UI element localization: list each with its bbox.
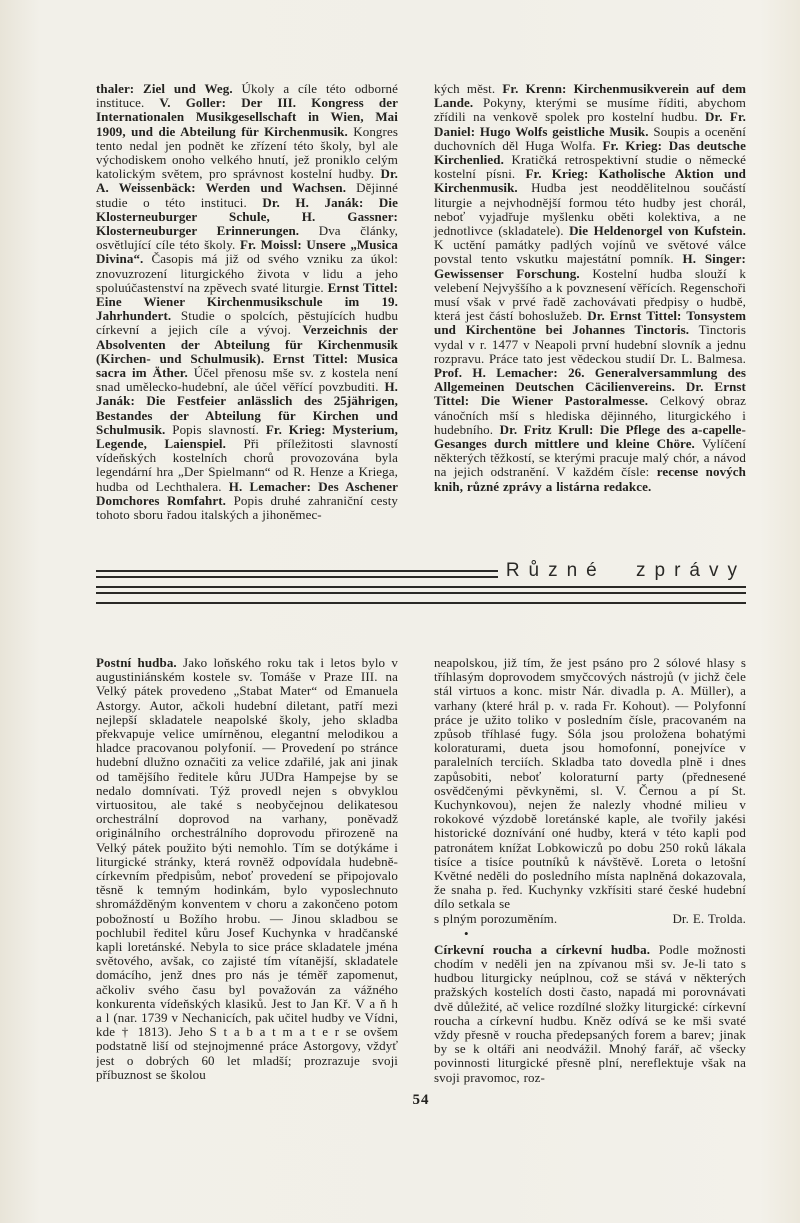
- bullet-separator-icon: •: [464, 925, 469, 941]
- divider-full-single-rule: [96, 602, 746, 604]
- divider-heading-row: [96, 560, 746, 582]
- news-paragraph-1: neapolskou, již tím, že jest psáno pro 2 sólové hlasy s tříhlasým doprovodem smyčcových nástrojů (v jichž čele stál virtuos a konc. mistr Nár. divadla p. A. Müller), a varhany (které hrál p. v. rada Fr. Kohout). — Polyfonní práce je užito toliko v posledním čísle, pracovaném na způsob tříhlasé fugy. Sóla jsou proložena bohatými koloraturami, dueta jsou homofonní, ponejvíce v paralelních terciích. Skladba tato dovedla plně i dnes zapůsobiti, neboť koloraturní party (přednesené osvědčenými pěvkyněmi, sl. V. Černou a pí St. Kuchynkovou), nejen že nalezly vhodné milieu v rokokové výzdobě loretánské kaple, ale tvořily jakési historické doznívání oné hudby, která v této kapli pod patronátem knížat Lobkowiczů po dobu 250 roků lákala tisíce a tisíce poutníků k návštěvě. Loreta o letošní Květné neděli do posledního místa naplněná dokazovala, že snaha p. řed. Kuchynky vzkřísiti staré české hudební dílo setkala se: [434, 656, 746, 912]
- page-number: 54: [412, 1092, 430, 1108]
- closing-text: s plným porozuměním.: [434, 910, 558, 926]
- news-right-column: [434, 656, 746, 1085]
- rule-line: [96, 586, 746, 588]
- rule-line: [96, 602, 746, 604]
- divider-left-double-rule: [96, 570, 498, 578]
- news-left-column: Postní hudba. Jako loňského roku tak i letos bylo v augustiniánském kostele sv. Tomáše v Praze III. na Velký pátek provedeno „Stabat Mater“ od Emanuela Astorgy. Autor, ačkoli hudební diletant, patří mezi nejlepší skladatele neapolské školy, jeho skladba překvapuje velice umírněnou, elegantní melodikou a hladce pracovanou polyfonií. — Provedení po stránce hudební dlužno označiti za velice zdařilé, jak ani jinak od tamějšího ředitele kůru JUDra Hampejse by se nedalo domnívati. Týž provedl nejen s obvyklou virtuositou, ale také s neobyčejnou delikatesou orchestrální doprovod na varhany, poněvadž originálního orchestrálního doprovodu přirozeně na Velký pátek použito býti nemohlo. Tím se dotýkáme i liturgické stránky, která rovněž odpovídala hudebně-církevním předpisům, neboť provedení se připojovalo těsně k temným hodinkám, bylo vyposlechnuto shromážděným konventem v choru a zakončeno potom pobožností u Božího hrobu. — Jinou skladbou se pochlubil ředitel kůru Josef Kuchynka v hradčanské kapli loretánské. Nebyla to sice práce skladatele jména světového, avšak, co zajisté tím vítanější, skladatele domácího, jenž dnes pro nás je téměř zapomenut, ačkoliv svého času byl považován za vážného konkurenta vídeňských klasiků. Jest to Jan Kř. V a ň h a l (nar. 1739 v Nechanicích, pak učitel hudby ve Vídni, kde † 1813). Jeho S t a b a t m a t e r se ovšem podstatně liší od stejnojmenné práce Astorgovy, vždyť jest o dobrých 60 let mladší; prozrazuje svoji příbuznost se školou: [96, 656, 398, 1082]
- divider-full-double-rule: [96, 586, 746, 594]
- top-section: [96, 82, 746, 522]
- top-right-column: kých měst. Fr. Krenn: Kirchenmusikverein auf dem Lande. Pokyny, kterými se musíme říditi, abychom zřídili na venkově spolek pro kostelní hudbu. Dr. Fr. Daniel: Hugo Wolfs geistliche Musik. Soupis a ocenění duchovních děl Huga Wolfa. Fr. Krieg: Das deutsche Kirchenlied. Kratičká retrospektivní studie o německé kostelní písni. Fr. Krieg: Katholische Aktion und Kirchenmusik. Hudba jest neoddělitelnou součástí liturgie a nejvhodnější formou této hudby jest chorál, neboť vyjadřuje myšlenku oběti kolektiva, a ne jednotlivce (skladatele). Die Heldenorgel von Kufstein. K uctění památky padlých vojínů ve světové válce povstal tento vskutku majestátní pomník. H. Singer: Gewissenser Forschung. Kostelní hudba slouží k velebení Nejvyššího a k povznesení věřících. Regenschoři musí však v prvé řadě zachovávati předpisy o hudbě, která jest částí bohoslužeb. Dr. Ernst Tittel: Tonsystem und Kirchentöne bei Johannes Tinctoris. Tinctoris vydal v r. 1477 v Neapoli první hudební slovník a jednu rozpravu. Práce tato jest vědeckou studií Dr. L. Balmesa. Prof. H. Lemacher: 26. Generalversammlung des Allgemeinen Deutschen Cäcilienvereins. Dr. Ernst Tittel: Die Wiener Pastoralmesse. Celkový obraz vánočních mší s hlediska dějinného, liturgického i hudebního. Dr. Fritz Krull: Die Pflege des a-capelle-Gesanges durch mittlere und kleine Chöre. Vylíčení některých těžkostí, se kterými pracuje malý chór, a návod na jejich odstranění. V každém čísle: recense nových knih, různé zprávy a listárna redakce.: [434, 82, 746, 494]
- rule-line: [96, 592, 746, 594]
- closing-row: [434, 912, 746, 926]
- section-heading: Různé zprávy: [505, 560, 746, 581]
- section-divider: [96, 560, 746, 604]
- top-left-column: thaler: Ziel und Weg. Úkoly a cíle této odborné instituce. V. Goller: Der III. Kongress der Internationalen Musikgesellschaft in Wien, Mai 1909, und die Abteilung für Kirchenmusik. Kongres tento nedal jen podnět ke zřízení této školy, byl ale východiskem onoho velkého hnutí, jež proniklo celým katolickým světem, pro správnost kostelní hudby. Dr. A. Weissenbäck: Werden und Wachsen. Dějinné studie o této instituci. Dr. H. Janák: Die Klosterneuburger Schule, H. Gassner: Klosterneuburger Erinnerungen. Dva články, osvětlující cíle této školy. Fr. Moissl: Unsere „Musica Divina“. Časopis má již od svého vzniku za úkol: znovuzrození liturgického života v lidu a jeho spoluúčastenství na zpěvech svaté liturgie. Ernst Tittel: Eine Wiener Kirchenmusikschule im 19. Jahrhundert. Studie o spolcích, pěstujících hudbu církevní a jejich cíle a vývoj. Verzeichnis der Absolventen der Abteilung für Kirchenmusik (Kirchen- und Schulmusik). Ernst Tittel: Musica sacra im Äther. Účel přenosu mše sv. z kostela není snad umělecko-hudební, ale účel věřící povzbuditi. H. Janák: Die Festfeier anlässlich des 25jährigen, Bestandes der Abteilung für Kirchen und Schulmusik. Popis slavností. Fr. Krieg: Mysterium, Legende, Laienspiel. Při příležitosti slavností vídeňských kostelních chorů provozována byla legendární hra „Der Spielmann“ od R. Henze a Kriega, hudba od Lechthalera. H. Lemacher: Des Aschener Domchores Romfahrt. Popis druhé zahraniční cesty tohoto sboru řadou italských a jihoněmec-: [96, 82, 399, 523]
- author-signature: Dr. E. Trolda.: [672, 910, 746, 926]
- news-paragraph-2: Církevní roucha a církevní hudba. Podle možnosti chodím v neděli jen na zpívanou mši sv. Je-li tato s hudbou liturgicky neúplnou, což se stává v některých pražských kostelích dosti často, napadá mi porovnávati dvě důležité, ač velice rozdílné složky liturgické: církevní roucha a církevní hudbu. Kněz odívá se ke mši svaté vždy přesně v roucha předepsaných forem a barev; jinak by se k oltáři ani neodvážil. Mnohý farář, ač všecky povinnosti liturgické přesně plní, nereflektuje však na svoji pravomoc, roz-: [434, 941, 746, 1085]
- rule-line: [96, 570, 498, 572]
- rule-line: [96, 576, 498, 578]
- news-section: [96, 656, 746, 1085]
